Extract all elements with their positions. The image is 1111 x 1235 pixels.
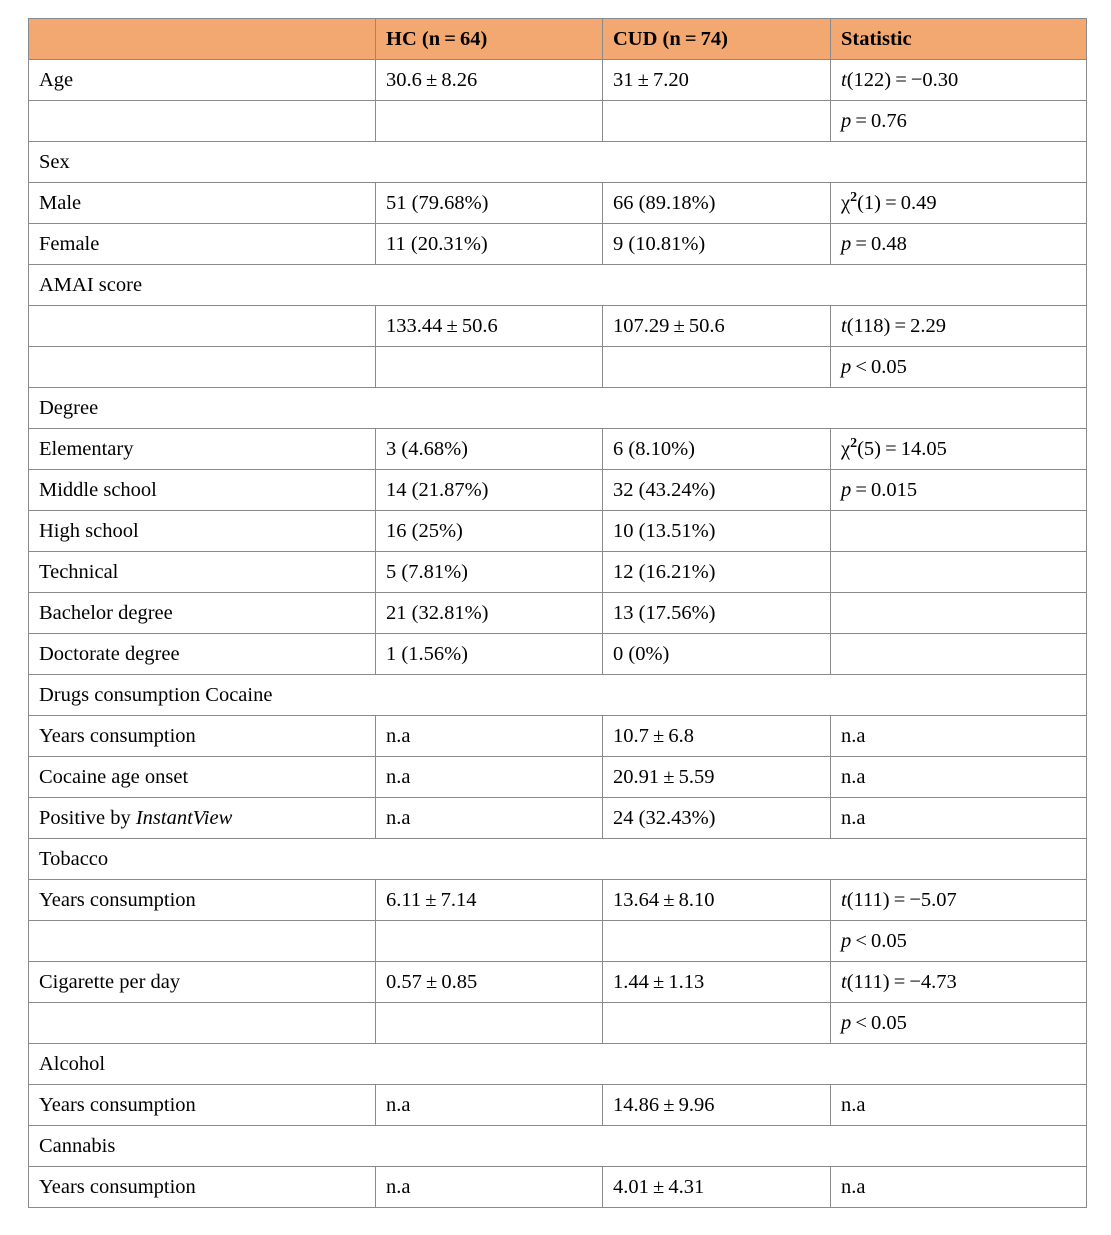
table-row — [29, 757, 1087, 798]
cell-cud — [603, 1003, 831, 1044]
cell-statistic — [831, 552, 1087, 593]
table-row — [29, 921, 1087, 962]
cell-hc: 14 (21.87%) — [376, 470, 603, 511]
table-row — [29, 716, 1087, 757]
row-label: Years consumption — [29, 1085, 376, 1126]
cell-cud: 66 (89.18%) — [603, 183, 831, 224]
row-label: Technical — [29, 552, 376, 593]
cell-statistic: $\chi^2(1) = 0.49$ — [831, 183, 1087, 224]
cell-cud: 20.91 ± 5.59 — [603, 757, 831, 798]
cell-statistic — [831, 634, 1087, 675]
cell-cud: 24 (32.43%) — [603, 798, 831, 839]
cell-hc: 0.57 ± 0.85 — [376, 962, 603, 1003]
row-label: Years consumption — [29, 716, 376, 757]
section-header-label: Sex — [29, 142, 1087, 183]
table-body — [29, 60, 1087, 1208]
table-row — [29, 1003, 1087, 1044]
row-label: Positive by InstantView — [29, 798, 376, 839]
table-row — [29, 347, 1087, 388]
cell-cud: 14.86 ± 9.96 — [603, 1085, 831, 1126]
table-row — [29, 101, 1087, 142]
section-header-label: AMAI score — [29, 265, 1087, 306]
cell-cud: 32 (43.24%) — [603, 470, 831, 511]
cell-cud — [603, 347, 831, 388]
table-row — [29, 470, 1087, 511]
cell-hc: n.a — [376, 1085, 603, 1126]
cell-hc: n.a — [376, 716, 603, 757]
cell-statistic: p < 0.05 — [831, 921, 1087, 962]
cell-hc: 30.6 ± 8.26 — [376, 60, 603, 101]
cell-cud: 31 ± 7.20 — [603, 60, 831, 101]
row-label — [29, 1003, 376, 1044]
cell-statistic — [831, 593, 1087, 634]
section-header-row — [29, 675, 1087, 716]
cell-hc — [376, 101, 603, 142]
table-row — [29, 552, 1087, 593]
cell-hc: 3 (4.68%) — [376, 429, 603, 470]
cell-cud: 10.7 ± 6.8 — [603, 716, 831, 757]
column-header-cud: CUD (n = 74) — [603, 19, 831, 60]
cell-statistic: t(111) = −5.07 — [831, 880, 1087, 921]
cell-statistic: $\chi^2(5) = 14.05$ — [831, 429, 1087, 470]
cell-cud: 107.29 ± 50.6 — [603, 306, 831, 347]
row-label: Female — [29, 224, 376, 265]
row-label — [29, 347, 376, 388]
section-header-label: Tobacco — [29, 839, 1087, 880]
row-label: Male — [29, 183, 376, 224]
row-label — [29, 306, 376, 347]
cell-hc: 5 (7.81%) — [376, 552, 603, 593]
cell-statistic: n.a — [831, 1085, 1087, 1126]
row-label: High school — [29, 511, 376, 552]
cell-statistic: n.a — [831, 716, 1087, 757]
table-header — [29, 19, 1087, 60]
cell-cud — [603, 921, 831, 962]
row-label — [29, 921, 376, 962]
cell-hc: 11 (20.31%) — [376, 224, 603, 265]
row-label: Cigarette per day — [29, 962, 376, 1003]
row-label: Elementary — [29, 429, 376, 470]
table-row — [29, 1085, 1087, 1126]
cell-cud: 12 (16.21%) — [603, 552, 831, 593]
cell-cud — [603, 101, 831, 142]
table-row — [29, 224, 1087, 265]
table-row — [29, 429, 1087, 470]
cell-statistic: p = 0.015 — [831, 470, 1087, 511]
table-header-row — [29, 19, 1087, 60]
cell-cud: 13 (17.56%) — [603, 593, 831, 634]
cell-hc: 1 (1.56%) — [376, 634, 603, 675]
section-header-row — [29, 1126, 1087, 1167]
cell-statistic: n.a — [831, 1167, 1087, 1208]
row-label: Bachelor degree — [29, 593, 376, 634]
table-row — [29, 60, 1087, 101]
table-row — [29, 634, 1087, 675]
section-header-row — [29, 839, 1087, 880]
table-row — [29, 511, 1087, 552]
cell-hc — [376, 921, 603, 962]
row-label — [29, 101, 376, 142]
cell-hc: n.a — [376, 757, 603, 798]
row-label: Doctorate degree — [29, 634, 376, 675]
cell-statistic: t(122) = −0.30 — [831, 60, 1087, 101]
section-header-label: Degree — [29, 388, 1087, 429]
column-header-statistic: Statistic — [831, 19, 1087, 60]
cell-hc — [376, 1003, 603, 1044]
cell-hc: 6.11 ± 7.14 — [376, 880, 603, 921]
cell-hc: 51 (79.68%) — [376, 183, 603, 224]
row-label: Middle school — [29, 470, 376, 511]
cell-cud: 4.01 ± 4.31 — [603, 1167, 831, 1208]
table-row — [29, 962, 1087, 1003]
cell-statistic — [831, 511, 1087, 552]
column-header-label — [29, 19, 376, 60]
table-container — [28, 18, 1086, 1208]
cell-hc: 21 (32.81%) — [376, 593, 603, 634]
section-header-label: Drugs consumption Cocaine — [29, 675, 1087, 716]
section-header-row — [29, 142, 1087, 183]
section-header-label: Cannabis — [29, 1126, 1087, 1167]
cell-cud: 10 (13.51%) — [603, 511, 831, 552]
cell-cud: 0 (0%) — [603, 634, 831, 675]
section-header-label: Alcohol — [29, 1044, 1087, 1085]
column-header-hc: HC (n = 64) — [376, 19, 603, 60]
cell-statistic: p = 0.48 — [831, 224, 1087, 265]
participant-demographics-table — [28, 18, 1087, 1208]
cell-cud: 9 (10.81%) — [603, 224, 831, 265]
table-row — [29, 183, 1087, 224]
cell-cud: 1.44 ± 1.13 — [603, 962, 831, 1003]
table-row — [29, 798, 1087, 839]
table-row — [29, 880, 1087, 921]
cell-hc — [376, 347, 603, 388]
table-row — [29, 593, 1087, 634]
cell-statistic: t(118) = 2.29 — [831, 306, 1087, 347]
cell-statistic: p < 0.05 — [831, 347, 1087, 388]
cell-cud: 13.64 ± 8.10 — [603, 880, 831, 921]
cell-statistic: n.a — [831, 798, 1087, 839]
row-label: Years consumption — [29, 880, 376, 921]
section-header-row — [29, 388, 1087, 429]
cell-hc: n.a — [376, 798, 603, 839]
section-header-row — [29, 265, 1087, 306]
table-row — [29, 306, 1087, 347]
cell-hc: 133.44 ± 50.6 — [376, 306, 603, 347]
cell-cud: 6 (8.10%) — [603, 429, 831, 470]
row-label: Years consumption — [29, 1167, 376, 1208]
cell-statistic: p = 0.76 — [831, 101, 1087, 142]
cell-statistic: t(111) = −4.73 — [831, 962, 1087, 1003]
cell-hc: 16 (25%) — [376, 511, 603, 552]
row-label: Cocaine age onset — [29, 757, 376, 798]
table-row — [29, 1167, 1087, 1208]
cell-hc: n.a — [376, 1167, 603, 1208]
row-label: Age — [29, 60, 376, 101]
cell-statistic: p < 0.05 — [831, 1003, 1087, 1044]
cell-statistic: n.a — [831, 757, 1087, 798]
section-header-row — [29, 1044, 1087, 1085]
